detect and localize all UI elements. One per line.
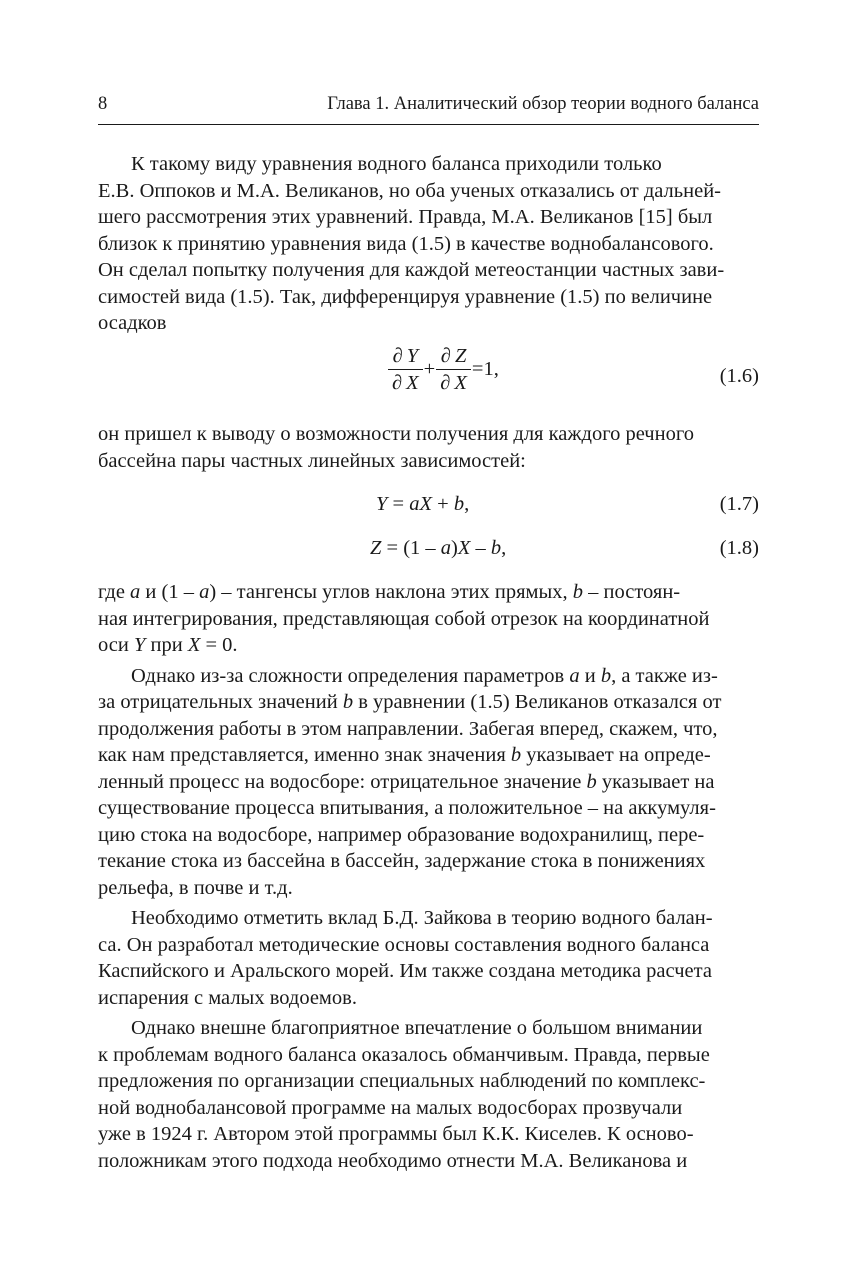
math-variable: Y	[133, 634, 146, 656]
fraction-dz-dx	[436, 343, 471, 396]
text-line: К такому виду уравнения водного баланса приходили только	[131, 153, 662, 175]
text-fragment	[436, 370, 471, 396]
text-fragment: – постоян-	[583, 581, 681, 603]
math-variable: b	[600, 664, 612, 687]
text-line	[98, 742, 759, 769]
equation-1-8	[98, 537, 759, 563]
math-variable: b	[572, 581, 584, 603]
text-line	[98, 632, 759, 659]
variable-z: Z	[454, 345, 467, 367]
header-rule	[98, 124, 759, 125]
text-fragment: , а также из-	[611, 664, 718, 687]
comma: ,	[464, 493, 470, 515]
text-line: ной воднобалансовой программе на малых водосборах прозвучали	[98, 1096, 683, 1119]
text-fragment: как нам представляется, именно знак значения	[98, 744, 511, 766]
text-fragment: оси	[98, 634, 134, 656]
fraction-dy-dx	[388, 343, 423, 396]
equation-body	[376, 493, 469, 516]
text-line: шего рассмотрения этих уравнений. Правда, М.А. Великанов [15] был	[98, 206, 713, 228]
text-line: ная интегрирования, представляющая собой отрезок на координатной	[98, 607, 710, 630]
text-fragment: за отрицательных значений	[98, 691, 343, 713]
equation-rhs: =1,	[471, 358, 499, 380]
text-line: осадков	[98, 312, 167, 334]
text-fragment: указывает на опреде-	[521, 744, 711, 766]
text-line: Каспийского и Аральского морей. Им также создана методика расчета	[98, 960, 712, 982]
text-line: бассейна пары частных линейных зависимостей:	[98, 449, 526, 472]
text-line: рельефа, в почве и т.д.	[98, 876, 293, 899]
text-fragment	[388, 343, 423, 370]
text-fragment: при	[145, 634, 188, 656]
text-fragment	[388, 370, 423, 396]
math-variable: b	[342, 691, 354, 713]
text-line: са. Он разработал методические основы составления водного баланса	[98, 933, 710, 956]
variable-x: X	[457, 537, 471, 559]
partial-symbol: ∂	[392, 372, 403, 394]
variable-z: Z	[370, 537, 382, 559]
equals-open-paren: = (1 –	[381, 537, 441, 559]
text-line	[98, 579, 759, 606]
text-line: симостей вида (1.5). Так, дифференцируя уравнение (1.5) по величине	[98, 285, 713, 308]
text-line: предложения по организации специальных наблюдений по комплекс-	[98, 1070, 706, 1092]
math-variable: a	[569, 664, 580, 687]
text-line: положникам этого подхода необходимо отнести М.А. Великанова и	[98, 1149, 688, 1172]
variable-x: X	[406, 372, 419, 394]
text-line	[98, 663, 759, 690]
partial-symbol: ∂	[440, 345, 451, 367]
math-variable: b	[586, 770, 597, 793]
text-line: существование процесса впитывания, а положительное – на аккумуля-	[98, 797, 716, 819]
text-fragment: Однако из-за сложности определения параметров	[131, 664, 570, 687]
text-line: испарения с малых водоемов.	[98, 986, 357, 1009]
equation-body	[388, 343, 500, 396]
transition-paragraph	[98, 421, 759, 474]
intro-paragraph	[98, 151, 759, 337]
text-line: уже в 1924 г. Автором этой программы был К.К. Киселев. К осново-	[98, 1123, 694, 1145]
equation-number: (1.6)	[719, 365, 759, 387]
equation-number: (1.8)	[719, 537, 759, 559]
comma: ,	[501, 537, 507, 559]
math-variable: X	[187, 634, 201, 656]
text-line: текание стока из бассейна в бассейн, задержание стока в понижениях	[98, 850, 706, 872]
variable-b: b	[490, 537, 502, 559]
plus-sign: +	[432, 493, 454, 515]
text-line: Он сделал попытку получения для каждой метеостанции частных зави-	[98, 259, 725, 281]
text-line: Необходимо отметить вклад Б.Д. Зайкова в теорию водного балан-	[131, 907, 713, 929]
variable-y: Y	[376, 493, 388, 515]
text-fragment	[436, 343, 471, 370]
equation-number: (1.7)	[719, 493, 759, 515]
text-fragment: указывает на	[596, 770, 715, 793]
partial-symbol: ∂	[440, 372, 451, 394]
text-line: близок к принятию уравнения вида (1.5) в качестве воднобалансового.	[98, 232, 714, 255]
equation-1-6	[98, 345, 759, 394]
page-number: 8	[98, 94, 108, 114]
text-fragment: в уравнении (1.5) Великанов отказался от	[353, 691, 722, 713]
equation-body	[370, 537, 506, 560]
text-line	[98, 689, 759, 716]
text-line: к проблемам водного баланса оказалось обманчивым. Правда, первые	[98, 1043, 710, 1066]
math-variable: a	[199, 581, 210, 603]
equals-sign: =	[387, 493, 410, 515]
text-fragment: ) – тангенсы углов наклона этих прямых,	[209, 581, 573, 603]
variable-a: a	[440, 537, 452, 559]
text-fragment: = 0.	[200, 634, 238, 656]
text-fragment: и	[579, 664, 601, 687]
main-text	[98, 579, 759, 1174]
equation-1-7	[98, 493, 759, 519]
math-variable: a	[130, 581, 141, 603]
running-title: Глава 1. Аналитический обзор теории водного баланса	[327, 94, 759, 114]
text-line	[98, 769, 759, 796]
variable-a: a	[409, 493, 420, 515]
text-line: продолжения работы в этом направлении. Забегая вперед, скажем, что,	[98, 717, 718, 740]
variable-b: b	[453, 493, 465, 515]
plus-sign: +	[423, 358, 436, 380]
text-line: он пришел к выводу о возможности получения для каждого речного	[98, 423, 694, 445]
text-fragment: и (1 –	[140, 581, 200, 603]
text-line: цию стока на водосборе, например образование водохранилищ, пере-	[98, 823, 705, 846]
variable-y: Y	[406, 345, 419, 367]
variable-x: X	[454, 372, 467, 394]
text-line: Е.В. Оппоков и М.А. Великанов, но оба ученых отказались от дальней-	[98, 179, 721, 202]
math-variable: b	[510, 744, 522, 766]
minus-sign: –	[470, 537, 491, 559]
text-fragment: ленный процесс на водосборе: отрицательное значение	[98, 770, 587, 793]
page-header	[98, 94, 759, 122]
partial-symbol: ∂	[392, 345, 403, 367]
close-paren: )	[451, 537, 458, 559]
text-line: Однако внешне благоприятное впечатление о большом внимании	[131, 1017, 703, 1039]
text-fragment: где	[98, 581, 131, 603]
variable-x: X	[419, 493, 432, 515]
